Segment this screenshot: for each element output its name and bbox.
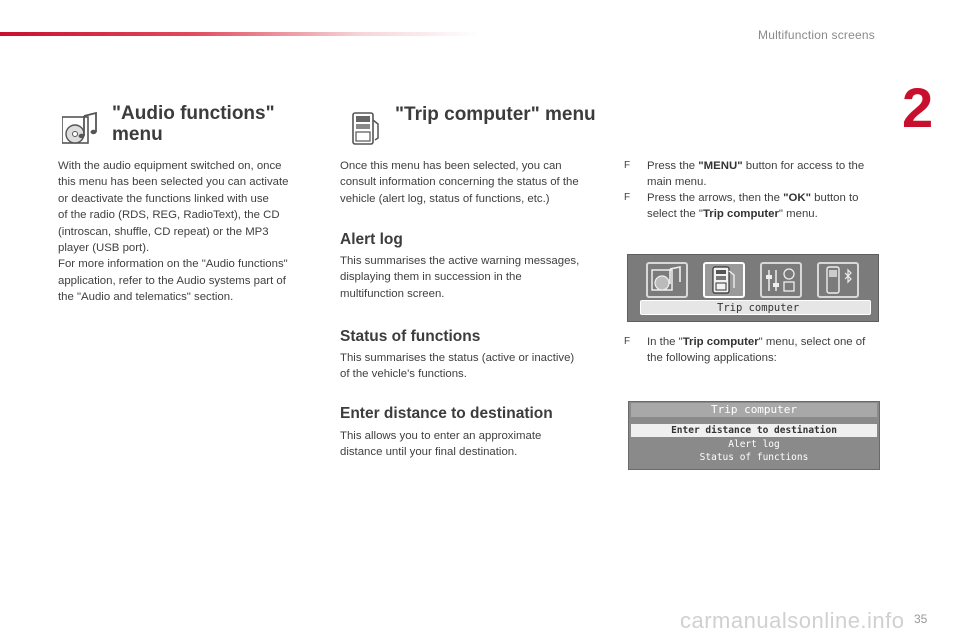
trip-intro: Once this menu has been selected, you can consult information concerning the status of the vehicle (alert log, status of functions, etc.): [340, 160, 579, 205]
audio-functions-heading: "Audio functions" menu: [112, 103, 275, 145]
bullet-marker: F: [624, 160, 631, 171]
enter-distance-heading: Enter distance to destination: [340, 405, 553, 422]
audio-cd-music-icon: [62, 112, 102, 151]
watermark: carmanualsonline.info: [680, 608, 905, 633]
chapter-number: 2: [902, 76, 934, 139]
status-functions-text: This summarises the status (active or inactive) of the vehicle's functions.: [340, 352, 575, 381]
instruction-step-2: F Press the arrows, then the "OK" button to select the "Trip computer" menu.: [624, 192, 859, 221]
status-functions-heading: Status of functions: [340, 328, 481, 345]
enter-distance-text: This allows you to enter an approximate distance until your final destination.: [340, 430, 542, 459]
alert-log-heading: Alert log: [340, 231, 403, 248]
trip-computer-screen-display: [628, 401, 880, 470]
alert-log-text: This summarises the active warning messages, displaying them in succession in the multifunction screen.: [340, 255, 580, 300]
instruction-step-3: F In the "Trip computer" menu, select one of the following applications:: [624, 336, 866, 365]
phone-bluetooth-menu-icon: [817, 262, 859, 298]
menu-screen-display: [627, 254, 879, 322]
settings-menu-icon: [760, 262, 802, 298]
screen-list-item: Status of functions: [699, 452, 809, 463]
screen-list-item: Alert log: [728, 439, 780, 450]
header-accent-bar: [0, 32, 480, 36]
screen-list-title: Trip computer: [631, 403, 877, 417]
audio-description: With the audio equipment switched on, once this menu has been selected you can activate or deactivate the functions linked with use of the radio (RDS, REG, RadioText), the CD (introscan, shuffle, CD repeat) or the MP3 player (USB port). For more information on the "Audio functions" application, refer to the Audio systems part of the "Audio and telematics" section.: [58, 160, 289, 304]
trip-computer-heading: "Trip computer" menu: [395, 104, 596, 125]
menu-selection-label: Trip computer: [640, 300, 871, 315]
bullet-marker: F: [624, 336, 631, 347]
screen-list-item-selected: Enter distance to destination: [631, 424, 877, 437]
trip-menu-icon-selected: [703, 262, 745, 298]
section-title: Multifunction screens: [758, 28, 875, 42]
instruction-step-1: F Press the "MENU" button for access to the main menu.: [624, 160, 865, 189]
audio-menu-icon: [646, 262, 688, 298]
page-number: 35: [914, 612, 928, 626]
bullet-marker: F: [624, 192, 631, 203]
fuel-pump-computer-icon: [352, 112, 380, 151]
